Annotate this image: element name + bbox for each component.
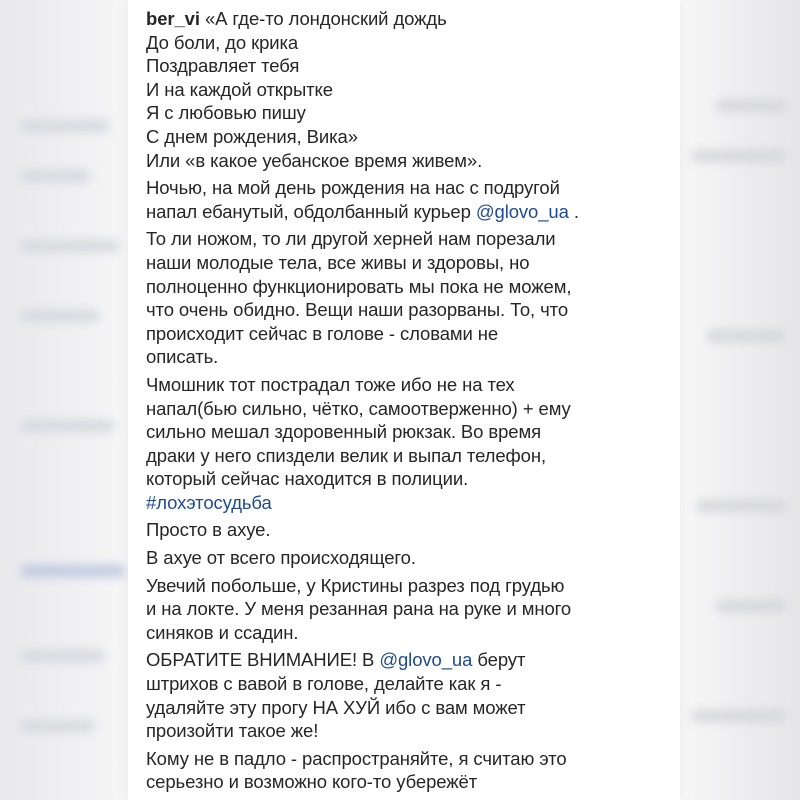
caption-line [146,397,666,421]
caption-line [146,719,666,743]
caption-text: «А где-то лондонский дождь [204,8,447,29]
post-caption [146,7,666,794]
caption-line [146,467,666,491]
caption-text: Ночью, на мой день рождения на нас с подругой [146,177,560,199]
caption-text: происходит сейчас в голове - словами не [146,322,499,344]
caption-line [146,275,666,299]
caption-line [146,31,666,55]
caption-text: полноценно функционировать мы пока не можем, [146,275,572,297]
caption-text: И на каждой открытке [146,78,333,100]
caption-text: который сейчас находится в полиции. [146,468,469,490]
caption-line [146,621,666,645]
caption-line [146,373,666,397]
caption-text: что очень обидно. Вещи наши разорваны. То, что [146,299,569,321]
caption-text: Поздравляет тебя [146,55,300,77]
caption-line [146,491,666,515]
caption-text: Кому не в падло - распространяйте, я считаю это [146,747,567,769]
caption-line [146,200,666,224]
caption-text: В ахуе от всего происходящего. [146,547,416,569]
caption-line [146,251,666,275]
caption-line [146,648,666,672]
caption-text: Чмошник тот пострадал тоже ибо не на тех [146,373,515,395]
caption-text: До боли, до крика [146,31,299,53]
caption-line [146,672,666,696]
caption-text: напал(бью сильно, чётко, самоотверженно) + ему [146,397,571,419]
caption-line [146,747,666,771]
post-caption-card [128,0,680,800]
caption-line [146,574,666,598]
caption-text: ОБРАТИТЕ ВНИМАНИЕ! В [146,649,380,671]
caption-line [146,770,666,794]
caption-line [146,345,666,369]
username-link[interactable]: ber_vi [146,8,200,29]
caption-text: сильно мешал здоровенный рюкзак. Во время [146,421,542,443]
caption-text: штрихов с вавой в голове, делайте как я - [146,673,502,695]
blurred-background-right [675,0,800,800]
caption-text: драки у него спиздели велик и выпал телефон, [146,444,547,466]
caption-line [146,125,666,149]
caption-text: описать. [146,346,219,368]
caption-text: произойти такое же! [146,720,319,742]
caption-line [146,696,666,720]
caption-text: Или «в какое уебанское время живем». [146,149,483,171]
caption-text: Увечий побольше, у Кристины разрез под грудью [146,574,565,596]
mention-link[interactable]: @glovo_ua [379,649,473,671]
caption-line [146,298,666,322]
caption-line [146,7,666,31]
caption-line [146,597,666,621]
caption-text: напал ебанутый, обдолбанный курьер [146,200,476,222]
hashtag-link[interactable]: #лохэтосудьба [146,491,272,513]
caption-text: серьезно и возможно кого-то убережёт [146,771,478,793]
caption-text: То ли ножом, то ли другой херней нам порезали [146,228,556,250]
caption-text: наши молодые тела, все живы и здоровы, но [146,251,530,273]
caption-line [146,54,666,78]
caption-line [146,420,666,444]
caption-line [146,322,666,346]
caption-line [146,444,666,468]
caption-line [146,227,666,251]
caption-text: синяков и ссадин. [146,621,299,643]
caption-text: . [568,200,579,222]
mention-link[interactable]: @glovo_ua [475,200,569,222]
caption-line [146,518,666,542]
caption-line [146,149,666,173]
caption-text: и на локте. У меня резанная рана на руке и много [146,598,572,620]
caption-text: Просто в ахуе. [146,519,271,541]
caption-line [146,101,666,125]
caption-line [146,78,666,102]
caption-text: берут [472,649,526,671]
caption-text: удаляйте эту прогу НА ХУЙ ибо с вам может [146,696,526,718]
caption-text: Я с любовью пишу [146,102,306,124]
caption-line [146,176,666,200]
caption-line [146,546,666,570]
blurred-background-left [0,0,140,800]
caption-text: С днем рождения, Вика» [146,125,358,147]
